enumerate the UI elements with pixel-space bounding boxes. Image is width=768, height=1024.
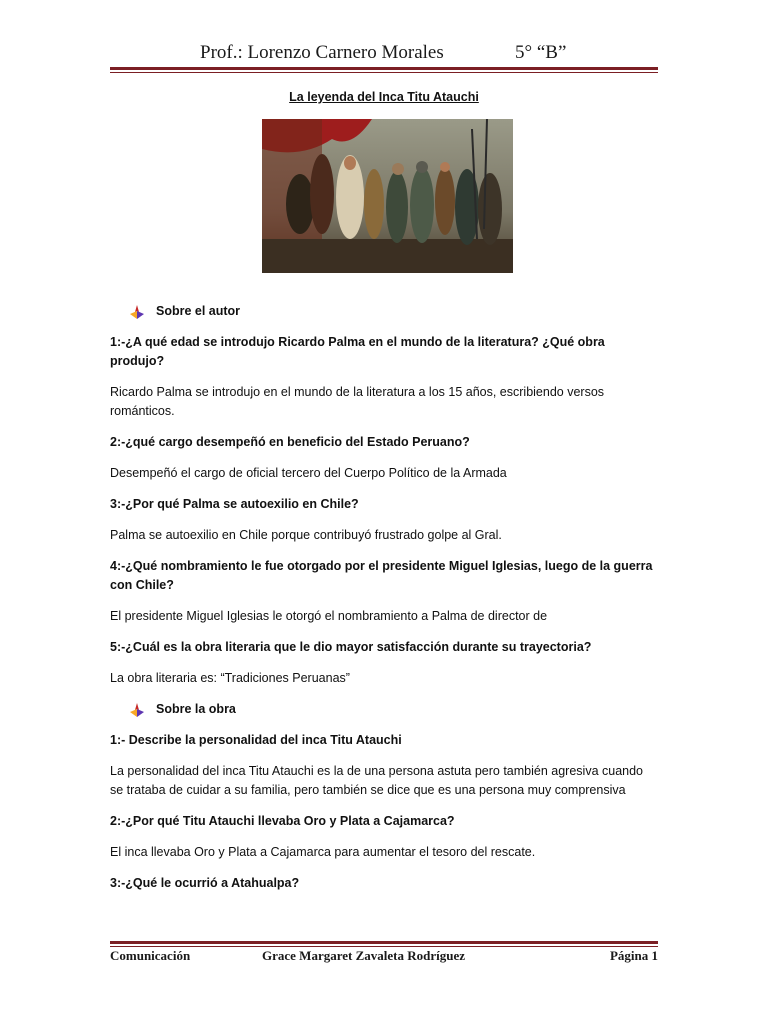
answer-text: Palma se autoexilio en Chile porque contribuyó frustrado golpe al Gral.: [110, 528, 502, 542]
bullet-star-icon: [130, 305, 144, 319]
document-title: La leyenda del Inca Titu Atauchi: [289, 90, 479, 104]
teacher-name: Prof.: Lorenzo Carnero Morales: [200, 42, 444, 63]
answer-text: La personalidad del inca Titu Atauchi es la de una persona astuta pero también agresiva cuando se trataba de cuidar a su familia, pero también se dice que es una persona muy comprensiva: [110, 764, 644, 797]
author-name: Grace Margaret Zavaleta Rodríguez: [262, 948, 465, 963]
question-text: 5:-¿Cuál es la obra literaria que le dio mayor satisfacción durante su trayectoria?: [110, 640, 592, 654]
answer-text: Desempeñó el cargo de oficial tercero del Cuerpo Político de la Armada: [110, 466, 507, 480]
question-text: 4:-¿Qué nombramiento le fue otorgado por el presidente Miguel Iglesias, luego de la guerra con Chile?: [110, 559, 653, 592]
header-rule: [110, 67, 658, 73]
answer-text: La obra literaria es: “Tradiciones Peruanas”: [110, 671, 350, 685]
grade-label: 5° “B”: [515, 42, 567, 63]
page-number: Página 1: [609, 948, 658, 963]
footer-rule: [110, 941, 658, 947]
answer-text: El presidente Miguel Iglesias le otorgó el nombramiento a Palma de director de: [110, 609, 548, 623]
question-text: 3:-¿Qué le ocurrió a Atahualpa?: [110, 876, 300, 890]
question-text: 2:-¿qué cargo desempeñó en beneficio del Estado Peruano?: [110, 435, 470, 449]
document-body: [110, 302, 658, 905]
question-text: 1:- Describe la personalidad del inca Titu Atauchi: [110, 733, 402, 747]
question-text: 1:-¿A qué edad se introdujo Ricardo Palma en el mundo de la literatura? ¿Qué obra produjo?: [110, 335, 605, 368]
illustration-image: [262, 119, 513, 273]
answer-text: El inca llevaba Oro y Plata a Cajamarca para aumentar el tesoro del rescate.: [110, 845, 536, 859]
subject-label: Comunicación: [110, 948, 191, 963]
section-heading-author: Sobre el autor: [130, 302, 658, 321]
section-heading-work: Sobre la obra: [130, 700, 658, 719]
bullet-star-icon: [130, 703, 144, 717]
question-text: 2:-¿Por qué Titu Atauchi llevaba Oro y Plata a Cajamarca?: [110, 814, 455, 828]
page-footer: [110, 948, 658, 968]
answer-text: Ricardo Palma se introdujo en el mundo de la literatura a los 15 años, escribiendo versos románticos.: [110, 385, 605, 418]
question-text: 3:-¿Por qué Palma se autoexilio en Chile?: [110, 497, 359, 511]
page-header: [110, 42, 658, 68]
